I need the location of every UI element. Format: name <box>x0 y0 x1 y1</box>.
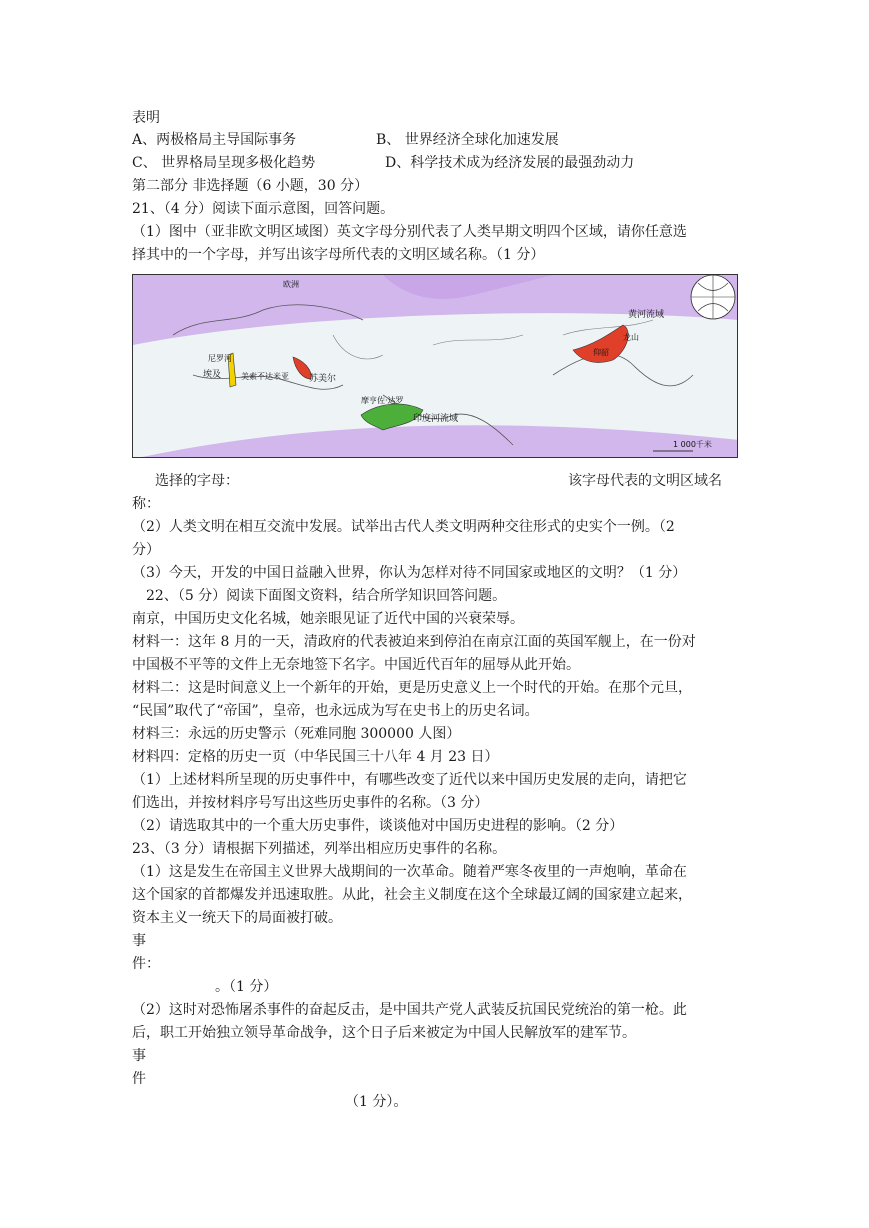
label-europe: 欧洲 <box>283 280 299 289</box>
question-21-2: 分） <box>132 542 160 558</box>
event-label: 事 <box>132 933 146 949</box>
event-label: 事 <box>132 1048 146 1064</box>
text-line: 南京，中国历史文化名城，她亲眼见证了近代中国的兴衰荣辱。 <box>132 611 524 627</box>
label-mesopotamia: 美索不达米亚 <box>241 372 289 381</box>
score-note: （1 分）。 <box>345 1094 408 1110</box>
answer-name-prompt-cont: 称： <box>132 496 160 512</box>
question-21-1: （1）图中（亚非欧文明区域图）英文字母分别代表了人类早期文明四个区域，请你任意选 <box>132 224 687 240</box>
question-21: 21、（4 分）阅读下面示意图，回答问题。 <box>132 201 395 217</box>
map-graphic <box>133 275 738 458</box>
label-scale: 1 000千米 <box>673 440 712 449</box>
option-a: A、两极格局主导国际事务 <box>132 132 297 148</box>
civilization-map <box>132 274 738 458</box>
question-23-1: 这个国家的首都爆发并迅速取胜。从此，社会主义制度在这个全球最辽阔的国家建立起来， <box>132 887 692 903</box>
material-2: 材料二：这是时间意义上一个新年的开始，更是历史意义上一个时代的开始。在那个元旦， <box>132 680 692 696</box>
event-label: 件 <box>132 1071 146 1087</box>
label-yellow-river: 黄河流域 <box>628 310 665 320</box>
option-d: D、科学技术成为经济发展的最强劲动力 <box>385 155 635 171</box>
label-indus-river: 印度河流域 <box>413 414 459 424</box>
question-23-2: （2）这时对恐怖屠杀事件的奋起反击，是中国共产党人武装反抗国民党统治的第一枪。此 <box>132 1002 687 1018</box>
question-21-2: （2）人类文明在相互交流中发展。试举出古代人类文明两种交往形式的史实个一例。（2 <box>132 519 675 535</box>
score-note: 。（1 分） <box>215 979 278 995</box>
material-1: 中国极不平等的文件上无奈地签下名字。中国近代百年的屈辱从此开始。 <box>132 657 580 673</box>
question-22-1: （1）上述材料所呈现的历史事件中，有哪些改变了近代以来中国历史发展的走向，请把它 <box>132 772 687 788</box>
question-21-3: （3）今天，开发的中国日益融入世界，你认为怎样对待不同国家或地区的文明？（1 分） <box>132 565 687 581</box>
question-22-1: 们选出，并按材料序号写出这些历史事件的名称。（3 分） <box>132 795 489 811</box>
question-23-1: 资本主义一统天下的局面被打破。 <box>132 910 342 926</box>
question-23-2: 后，职工开始独立领导革命战争，这个日子后来被定为中国人民解放军的建军节。 <box>132 1025 636 1041</box>
label-mohenjo-daro: 摩亨佐·达罗 <box>361 396 404 405</box>
material-4: 材料四：定格的历史一页（中华民国三十八年 4 月 23 日） <box>132 749 499 765</box>
label-longshan: 龙山 <box>623 333 639 342</box>
question-22-2: （2）请选取其中的一个重大历史事件，谈谈他对中国历史进程的影响。（2 分） <box>132 818 624 834</box>
answer-name-prompt: 该字母代表的文明区域名 <box>568 473 722 489</box>
question-23: 23、（3 分）请根据下列描述，列举出相应历史事件的名称。 <box>132 841 507 857</box>
question-23-1: （1）这是发生在帝国主义世界大战期间的一次革命。随着严寒冬夜里的一声炮响，革命在 <box>132 864 687 880</box>
label-yangshao: 仰韶 <box>593 348 609 357</box>
text-line: 表明 <box>132 110 160 126</box>
label-nile: 尼罗河 <box>208 354 232 363</box>
section-heading: 第二部分 非选择题（6 小题，30 分） <box>132 178 369 194</box>
answer-letter-prompt: 选择的字母： <box>155 473 239 489</box>
label-egypt: 埃及 <box>203 370 222 380</box>
material-3: 材料三：永远的历史警示（死难同胞 300000 人图） <box>132 726 461 742</box>
option-c: C、 世界格局呈现多极化趋势 <box>132 155 316 171</box>
material-1: 材料一：这年 8 月的一天，清政府的代表被迫来到停泊在南京江面的英国军舰上，在一份对 <box>132 634 696 650</box>
question-22: 22、（5 分）阅读下面图文资料，结合所学知识回答问题。 <box>146 588 507 604</box>
event-label: 件： <box>132 956 160 972</box>
question-21-1: 择其中的一个字母，并写出该字母所代表的文明区域名称。（1 分） <box>132 247 545 263</box>
label-sumer: 苏美尔 <box>309 374 337 384</box>
option-b: B、 世界经济全球化加速发展 <box>376 132 559 148</box>
material-2: “民国”取代了“帝国”，皇帝，也永远成为写在史书上的历史名词。 <box>132 703 539 719</box>
